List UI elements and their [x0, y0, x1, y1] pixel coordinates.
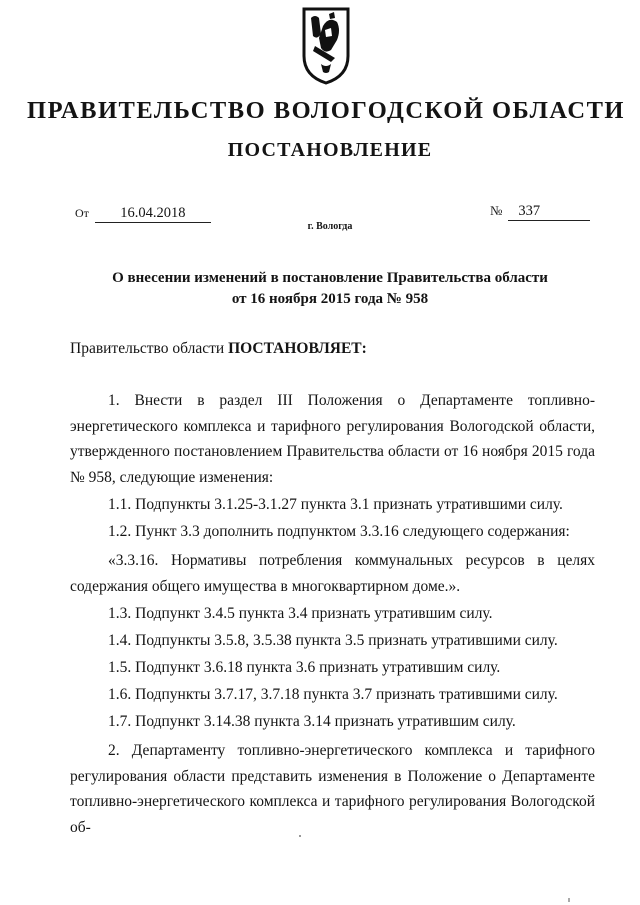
list-item: 1.3. Подпункт 3.4.5 пункта 3.4 признать утратившим силу. — [108, 605, 493, 622]
list-item: 1.7. Подпункт 3.14.38 пункта 3.14 признать утратившим силу. — [108, 713, 516, 730]
paragraph-2: 2. Департаменту топливно-энергетического комплекса и тарифного регулирования области представить изменения в Положение о Департаменте топливно-энергетического комплекса и тарифного регулирования Вологодской об- — [70, 742, 595, 836]
preamble-text: Правительство области — [70, 340, 229, 357]
subject-line-1: О внесении изменений в постановление Правительства области — [112, 270, 548, 286]
paragraph-1: 1. Внести в раздел III Положения о Департаменте топливно-энергетического комплекса и тарифного регулирования Вологодской области, утвержденного постановлением Правительства области от 16 ноября 2015 года № 958, следующие изменения: — [70, 392, 595, 486]
coat-of-arms-graphic — [301, 6, 351, 86]
list-item: 1.2. Пункт 3.3 дополнить подпунктом 3.3.16 следующего содержания: — [108, 523, 570, 540]
date-prefix: От — [75, 206, 89, 220]
scan-speck — [568, 898, 570, 902]
subject-line-2: от 16 ноября 2015 года № 958 — [231, 291, 429, 307]
scan-speck — [299, 835, 301, 837]
city-label: г. Вологда — [307, 221, 353, 232]
list-item: 1.1. Подпункты 3.1.25-3.1.27 пункта 3.1 признать утратившими силу. — [108, 496, 563, 513]
list-item: 1.5. Подпункт 3.6.18 пункта 3.6 признать утратившим силу. — [108, 659, 501, 676]
number-prefix: № — [490, 203, 503, 218]
preamble-emphasis: ПОСТАНОВЛЯЕТ: — [228, 340, 367, 357]
date-value: 16.04.2018 — [95, 205, 211, 223]
number-field — [490, 203, 590, 221]
list-item: 1.4. Подпункты 3.5.8, 3.5.38 пункта 3.5 признать утратившими силу. — [108, 632, 558, 649]
list-item: 1.6. Подпункты 3.7.17, 3.7.18 пункта 3.7 признать тратившими силу. — [108, 686, 558, 703]
number-value: 337 — [508, 203, 590, 221]
organization-title: ПРАВИТЕЛЬСТВО ВОЛОГОДСКОЙ ОБЛАСТИ — [27, 97, 625, 124]
preamble — [70, 340, 367, 358]
quoted-paragraph: «3.3.16. Нормативы потребления коммунальных ресурсов в целях содержания общего имущества в многоквартирном доме.». — [70, 552, 595, 595]
document-type: ПОСТАНОВЛЕНИЕ — [227, 139, 433, 161]
document-body — [70, 388, 595, 840]
document-subject — [70, 268, 590, 310]
vologda-coat-of-arms-icon — [301, 6, 351, 86]
